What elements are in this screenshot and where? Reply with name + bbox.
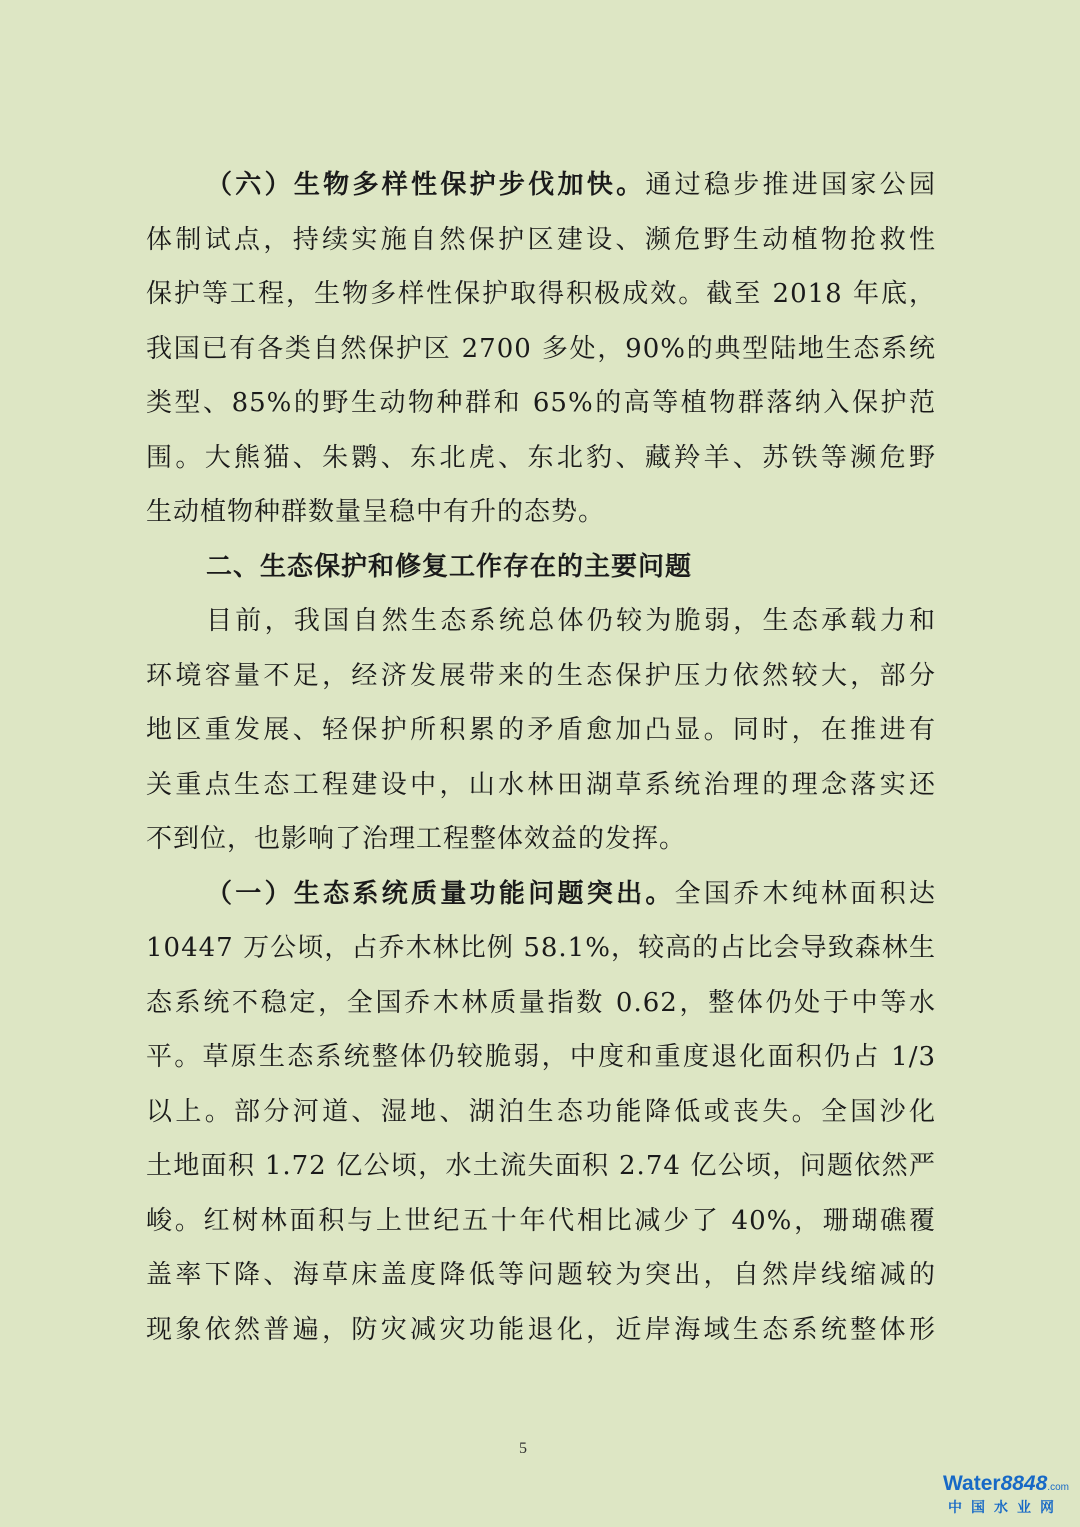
paragraph-1-line-5: 类型、85%的野生动物种群和 65%的高等植物群落纳入保护范 (146, 388, 936, 418)
paragraph-1-line-2: 体制试点，持续实施自然保护区建设、濒危野生动植物抢救性 (146, 224, 936, 255)
paragraph-1-line-1-rest: 通过稳步推进国家公园 (645, 170, 936, 200)
paragraph-2-line-2: 环境容量不足，经济发展带来的生态保护压力依然较大，部分 (146, 660, 936, 691)
page-number: 5 (519, 1440, 527, 1457)
section-heading-2: 二、生态保护和修复工作存在的主要问题 (206, 551, 693, 582)
watermark-chinese: 中国水业网 (948, 1500, 1063, 1516)
paragraph-3-line-9: 现象依然普遍，防灾减灾功能退化，近岸海域生态系统整体形 (146, 1314, 936, 1345)
paragraph-2-line-3: 地区重发展、轻保护所积累的矛盾愈加凸显。同时，在推进有 (146, 715, 936, 745)
paragraph-3-line-2: 10447 万公顷，占乔木林比例 58.1%，较高的占比会导致森林生 (146, 933, 936, 963)
watermark-number: 8848 (1000, 1472, 1048, 1495)
paragraph-3-line-5: 以上。部分河道、湿地、湖泊生态功能降低或丧失。全国沙化 (146, 1096, 936, 1127)
watermark-domain: .com (1047, 1482, 1069, 1493)
document-body (146, 158, 936, 1357)
paragraph-3-line-3: 态系统不稳定，全国乔木林质量指数 0.62，整体仍处于中等水 (146, 987, 936, 1018)
paragraph-3-line-6: 土地面积 1.72 亿公顷，水土流失面积 2.74 亿公顷，问题依然严 (146, 1151, 936, 1181)
paragraph-3-line-7: 峻。红树林面积与上世纪五十年代相比减少了 40%，珊瑚礁覆 (146, 1205, 936, 1236)
paragraph-3-line-1-rest: 全国乔木纯林面积达 (674, 878, 936, 909)
paragraph-1-line-4: 我国已有各类自然保护区 2700 多处，90%的典型陆地生态系统 (146, 333, 936, 364)
paragraph-2-line-5: 不到位，也影响了治理工程整体效益的发挥。 (146, 824, 687, 854)
watermark-logo (943, 1473, 1068, 1517)
paragraph-1-line-1 (146, 158, 936, 213)
paragraph-2-line-1: 目前，我国自然生态系统总体仍较为脆弱，生态承载力和 (206, 606, 936, 636)
watermark-brand: Water (943, 1472, 1001, 1495)
paragraph-3-line-1 (146, 867, 936, 922)
paragraph-1-line-6: 围。大熊猫、朱鹮、东北虎、东北豹、藏羚羊、苏铁等濒危野 (146, 442, 936, 473)
paragraph-1-line-7: 生动植物种群数量呈稳中有升的态势。 (146, 497, 606, 527)
paragraph-3-line-8: 盖率下降、海草床盖度降低等问题较为突出，自然岸线缩减的 (146, 1260, 936, 1290)
paragraph-2-line-4: 关重点生态工程建设中，山水林田湖草系统治理的理念落实还 (146, 769, 936, 800)
paragraph-3-bold-lead: （一）生态系统质量功能问题突出。 (206, 878, 675, 909)
paragraph-3-line-4: 平。草原生态系统整体仍较脆弱，中度和重度退化面积仍占 1/3 (146, 1042, 936, 1072)
paragraph-1-bold-lead: （六）生物多样性保护步伐加快。 (206, 170, 646, 200)
watermark-logo-top (943, 1473, 1068, 1499)
paragraph-1-line-3: 保护等工程，生物多样性保护取得积极成效。截至 2018 年底， (146, 279, 936, 309)
